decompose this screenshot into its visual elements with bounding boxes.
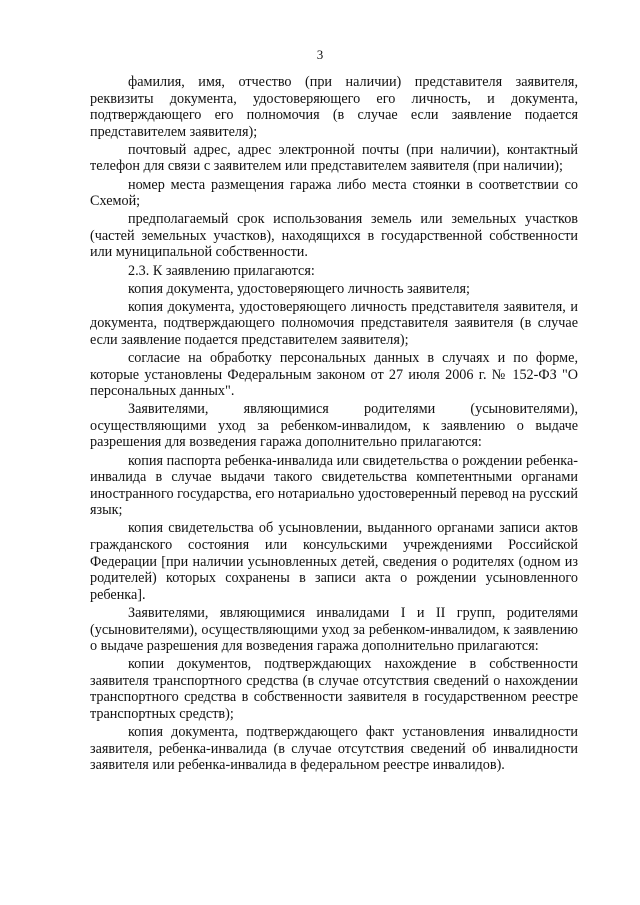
paragraph-applicant-id-copy: копия документа, удостоверяющего личность заявителя; xyxy=(128,280,470,297)
paragraph-child-passport-copy: копия паспорта ребенка-инвалида или свидетельства о рождении ребенка-инвалида в случае выдачи такого свидетельства компетентными органами иностранного государства, его нотариально удостоверенный перевод на русский язык; xyxy=(90,452,578,519)
paragraph-adoption-certificate-copy: копия свидетельства об усыновлении, выданного органами записи актов гражданского состояния или консульскими учреждениями Российской Федерации [при наличии усыновленных детей, сведения о родителях (одном из родителей) которых сохранены в записи акта о рождении усыновленного ребенка]. xyxy=(90,520,578,603)
paragraph-personal-data-consent: согласие на обработку персональных данных в случаях и по форме, которые установлены Федеральным законом от 27 июля 2006 г. № 152-ФЗ "О персональных данных". xyxy=(90,350,578,400)
paragraph-usage-term: предполагаемый срок использования земель или земельных участков (частей земельных участков), находящихся в государственной собственности или муниципальной собственности. xyxy=(90,211,578,261)
document-body xyxy=(90,74,578,775)
paragraph-disability-confirmation: копия документа, подтверждающего факт установления инвалидности заявителя, ребенка-инвалида (в случае отсутствия сведений об инвалидности заявителя или ребенка-инвалида в федеральном реестре инвалидов). xyxy=(90,724,578,774)
paragraph-garage-place-number: номер места размещения гаража либо места стоянки в соответствии со Схемой; xyxy=(90,176,578,210)
paragraph-section-2-3: 2.3. К заявлению прилагаются: xyxy=(128,262,315,279)
paragraph-postal-address: почтовый адрес, адрес электронной почты (при наличии), контактный телефон для связи с заявителем или представителем заявителя (при наличии); xyxy=(90,141,578,175)
paragraph-disabled-applicants: Заявителями, являющимися инвалидами I и II групп, родителями (усыновителями), осуществляющими уход за ребенком-инвалидом, к заявлению о выдаче разрешения для возведения гаража дополнительно прилагаются: xyxy=(90,604,578,655)
paragraph-vehicle-ownership-docs: копии документов, подтверждающих нахождение в собственности заявителя транспортного средства (в случае отсутствия сведений о нахождении транспортного средства в собственности заявителя в государственном реестре транспортных средств); xyxy=(90,656,578,722)
page-number: 3 xyxy=(316,47,324,62)
paragraph-representative-id-copy: копия документа, удостоверяющего личность представителя заявителя, и документа, подтверждающего полномочия представителя заявителя (в случае если заявление подается представителем заявителя); xyxy=(90,298,578,348)
paragraph-representative-details: фамилия, имя, отчество (при наличии) представителя заявителя, реквизиты документа, удостоверяющего его личность, и документа, подтверждающего его полномочия (в случае если заявление подается представителем заявителя); xyxy=(90,74,578,140)
paragraph-parents-of-disabled-child: Заявителями, являющимися родителями (усыновителями), осуществляющими уход за ребенком-инвалидом, к заявлению о выдаче разрешения для возведения гаража дополнительно прилагаются: xyxy=(90,401,578,451)
